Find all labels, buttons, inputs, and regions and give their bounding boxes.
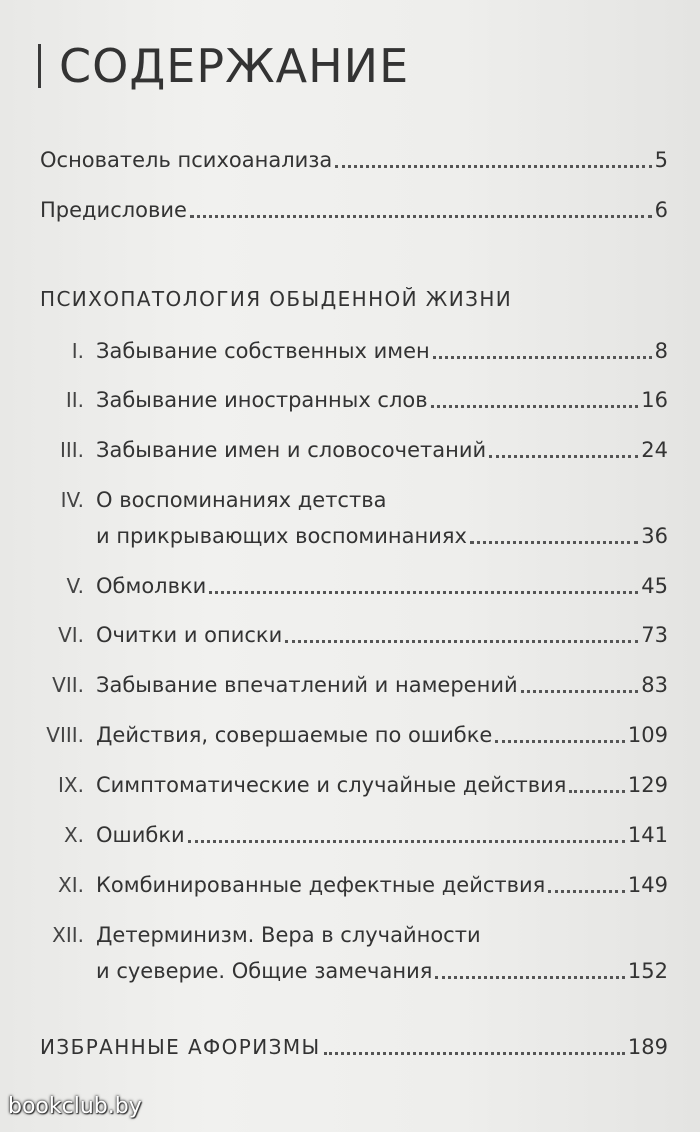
dot-leader xyxy=(435,976,625,979)
chapter-number: X. xyxy=(63,823,84,847)
toc-entry-page: 152 xyxy=(627,959,668,983)
toc-entry-title-line1: О воспоминаниях детства xyxy=(96,488,387,512)
toc-section-aphorisms xyxy=(40,1032,668,1062)
page-title: СОДЕРЖАНИЕ xyxy=(59,39,410,93)
chapter-number: V. xyxy=(66,574,84,598)
dot-leader xyxy=(431,405,639,408)
watermark: bookclub.by xyxy=(8,1094,142,1119)
toc-entry-page: 8 xyxy=(654,339,668,363)
toc-chapter-8 xyxy=(96,720,668,750)
toc-entry-page: 189 xyxy=(627,1035,668,1059)
chapter-number: II. xyxy=(65,388,84,412)
toc-entry-page: 5 xyxy=(654,148,668,172)
chapter-number: VIII. xyxy=(46,723,84,747)
toc-entry-title: Предисловие xyxy=(40,198,187,222)
toc-entry-title: Забывание иностранных слов xyxy=(96,388,428,412)
chapter-number: XII. xyxy=(52,923,84,947)
toc-chapter-11 xyxy=(96,870,668,900)
toc-entry-title: Обмолвки xyxy=(96,574,207,598)
dot-leader xyxy=(569,790,624,793)
dot-leader xyxy=(433,356,652,359)
heading-bar-decoration xyxy=(38,44,41,88)
dot-leader xyxy=(521,690,639,693)
dot-leader xyxy=(495,740,625,743)
chapter-number: IX. xyxy=(58,773,84,797)
dot-leader xyxy=(209,591,638,594)
toc-chapter-10 xyxy=(96,820,668,850)
toc-entry-title: Забывание имен и словосочетаний xyxy=(96,438,487,462)
toc-entry-title: Ошибки xyxy=(96,823,185,847)
toc-entry-title-line2: и прикрывающих воспоминаниях xyxy=(96,524,467,548)
toc-entry-page: 45 xyxy=(641,574,668,598)
toc-entry-page: 109 xyxy=(627,723,668,747)
toc-entry-title: Забывание впечатлений и намерений xyxy=(96,673,518,697)
dot-leader xyxy=(190,215,652,218)
dot-leader xyxy=(548,890,625,893)
dot-leader xyxy=(489,455,638,458)
section-title-aphorisms: ИЗБРАННЫЕ АФОРИЗМЫ xyxy=(40,1035,321,1059)
toc-entry-page: 141 xyxy=(627,823,668,847)
toc-entry-title: Комбинированные дефектные действия xyxy=(96,873,546,897)
toc-entry-page: 24 xyxy=(641,438,668,462)
toc-chapter-5 xyxy=(96,571,668,601)
chapter-number: VI. xyxy=(58,623,84,647)
toc-entry-page: 73 xyxy=(641,623,668,647)
toc-entry-preface xyxy=(40,195,668,225)
toc-chapter-2 xyxy=(96,385,668,415)
chapter-number: I. xyxy=(71,339,84,363)
dot-leader xyxy=(285,640,638,643)
toc-chapter-7 xyxy=(96,670,668,700)
chapter-number: VII. xyxy=(52,673,84,697)
dot-leader xyxy=(188,840,625,843)
toc-entry-page: 149 xyxy=(627,873,668,897)
toc-entry-title: Забывание собственных имен xyxy=(96,339,430,363)
toc-entry-page: 129 xyxy=(627,773,668,797)
toc-heading xyxy=(38,36,409,96)
dot-leader xyxy=(470,541,638,544)
toc-entry-page: 6 xyxy=(654,198,668,222)
toc-entry-title: Очитки и описки xyxy=(96,623,283,647)
toc-chapter-4 xyxy=(96,521,668,551)
toc-entry-page: 36 xyxy=(641,524,668,548)
chapter-number: III. xyxy=(59,438,84,462)
dot-leader xyxy=(335,165,651,168)
toc-entry-title: Действия, совершаемые по ошибке xyxy=(96,723,493,747)
chapter-number: XI. xyxy=(58,873,84,897)
toc-chapter-9 xyxy=(96,770,668,800)
toc-entry-page: 83 xyxy=(641,673,668,697)
toc-chapter-1 xyxy=(96,336,668,366)
chapter-number: IV. xyxy=(60,488,84,512)
dot-leader xyxy=(324,1052,625,1055)
toc-entry-page: 16 xyxy=(641,388,668,412)
section-title-psychopathology: ПСИХОПАТОЛОГИЯ ОБЫДЕННОЙ ЖИЗНИ xyxy=(40,287,513,311)
toc-entry-title: Симптоматические и случайные действия xyxy=(96,773,567,797)
toc-chapter-6 xyxy=(96,620,668,650)
toc-entry-title: Основатель психоанализа xyxy=(40,148,333,172)
toc-entry-founder xyxy=(40,145,668,175)
toc-chapter-3 xyxy=(96,435,668,465)
toc-entry-title-line2: и суеверие. Общие замечания xyxy=(96,959,433,983)
toc-chapter-12 xyxy=(96,956,668,986)
toc-entry-title-line1: Детерминизм. Вера в случайности xyxy=(96,923,481,947)
